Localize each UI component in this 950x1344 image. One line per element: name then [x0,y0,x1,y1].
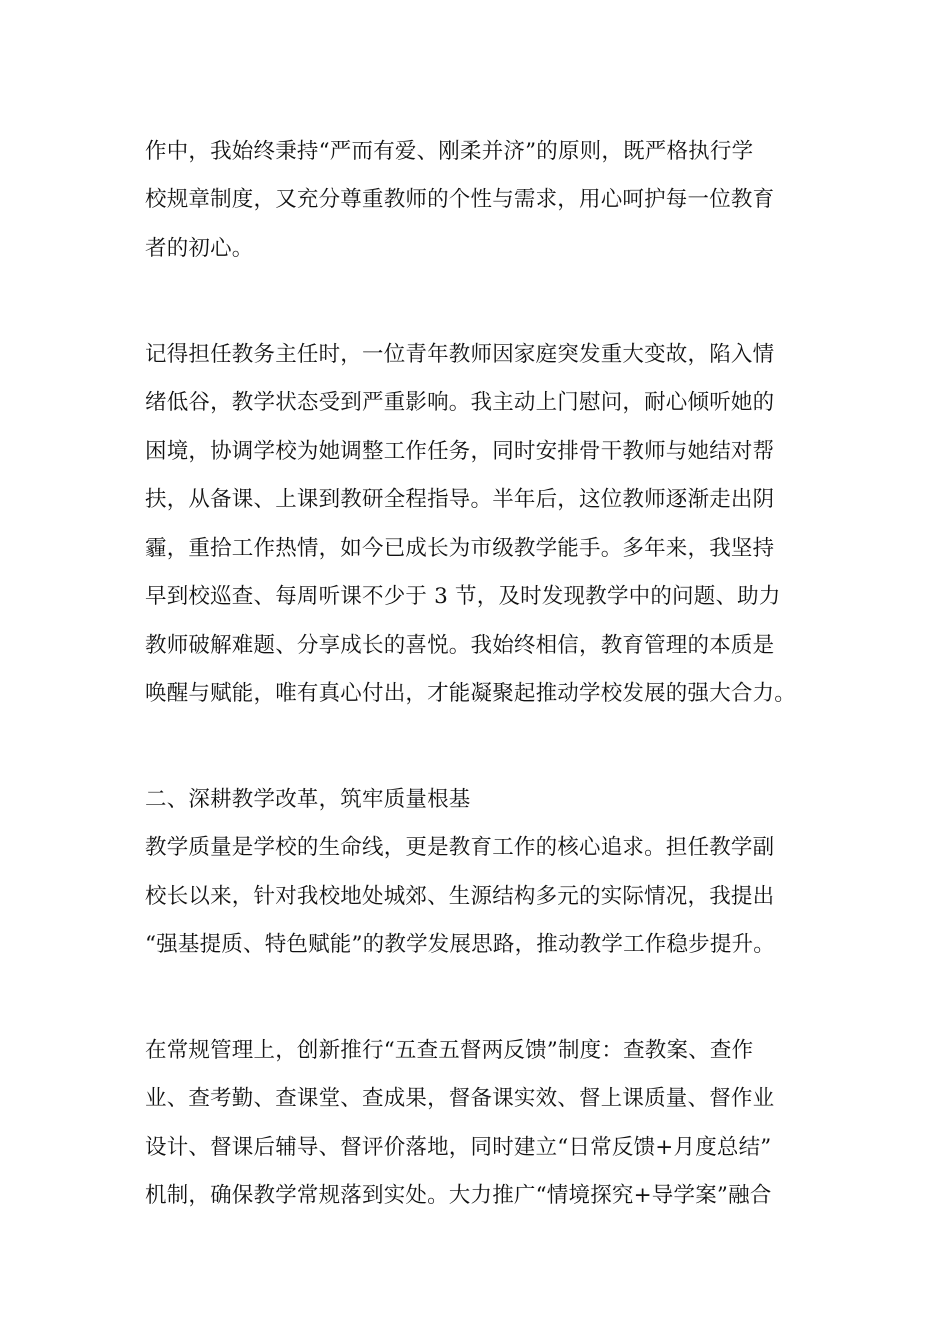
paragraph-2-line: 教师破解难题、分享成长的喜悦。我始终相信，教育管理的本质是 [145,633,775,658]
paragraph-1-line: 者的初心。 [145,236,254,261]
paragraph-4-line: 业、查考勤、查课堂、查成果，督备课实效、督上课质量、督作业 [145,1086,775,1111]
paragraph-2-line: 绪低谷，教学状态受到严重影响。我主动上门慰问，耐心倾听她的 [145,390,775,415]
section-heading: 二、深耕教学改革，筑牢质量根基 [145,787,471,812]
paragraph-3-line: 校长以来，针对我校地处城郊、生源结构多元的实际情况，我提出 [145,884,775,909]
paragraph-4-line: 机制，确保教学常规落到实处。大力推广“情境探究+导学案”融合 [145,1183,772,1208]
paragraph-1-line: 作中，我始终秉持“严而有爱、刚柔并济”的原则，既严格执行学 [145,139,754,164]
paragraph-3-line: 教学质量是学校的生命线，更是教育工作的核心追求。担任教学副 [145,835,775,860]
paragraph-2-line: 早到校巡查、每周听课不少于 3 节，及时发现教学中的问题、助力 [145,584,781,609]
paragraph-2-line: 扶，从备课、上课到教研全程指导。半年后，这位教师逐渐走出阴 [145,487,775,512]
paragraph-2-line: 唤醒与赋能，唯有真心付出，才能凝聚起推动学校发展的强大合力。 [145,681,797,706]
paragraph-3-line: “强基提质、特色赋能”的教学发展思路，推动教学工作稳步提升。 [145,932,775,957]
paragraph-4-line: 设计、督课后辅导、督评价落地，同时建立“日常反馈+月度总结” [145,1135,772,1160]
paragraph-1-line: 校规章制度，又充分尊重教师的个性与需求，用心呵护每一位教育 [145,187,775,212]
paragraph-4-line: 在常规管理上，创新推行“五查五督两反馈”制度：查教案、查作 [145,1038,754,1063]
paragraph-2-line: 困境，协调学校为她调整工作任务，同时安排骨干教师与她结对帮 [145,439,775,464]
paragraph-2-line: 记得担任教务主任时，一位青年教师因家庭突发重大变故，陷入情 [145,342,775,367]
paragraph-2-line: 霾，重拾工作热情，如今已成长为市级教学能手。多年来，我坚持 [145,536,775,561]
